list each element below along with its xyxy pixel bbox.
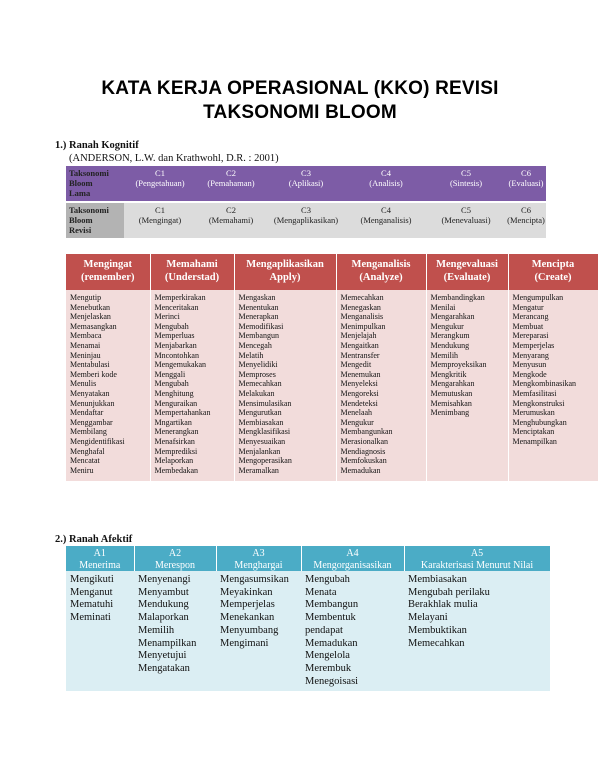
afektif-name: Merespon: [155, 559, 195, 571]
bloom-new-cell: [506, 202, 546, 238]
afektif-column-karakterisasi: [404, 571, 550, 691]
kko-column-mencipta: [508, 290, 598, 481]
verb-item: Mengubah perilaku: [408, 586, 490, 598]
verb-item: Mendaftar: [70, 408, 104, 418]
bloom-old-cell: [266, 166, 346, 202]
level-name: (Mengingat): [138, 215, 182, 225]
afektif-name: Karakterisasi Menurut Nilai: [420, 559, 534, 571]
verb-item: Menciptakan: [512, 427, 555, 437]
verb-item: Menghafal: [70, 446, 105, 456]
kko-header-line: (Understad): [164, 272, 220, 283]
verb-item: Menganut: [70, 586, 113, 598]
verb-item: Menyambut: [138, 586, 189, 598]
verb-item: Menegaskan: [340, 302, 381, 312]
afektif-column-menghargai: [216, 571, 301, 691]
verb-item: Memilih: [138, 624, 175, 636]
verb-item: Menemukan: [340, 369, 381, 379]
verb-item: Menafsirkan: [154, 436, 195, 446]
verb-item: Mentabulasi: [70, 360, 110, 370]
level-code: C5: [461, 168, 471, 178]
verb-item: Membuktikan: [408, 624, 467, 636]
verb-item: Mengatakan: [138, 662, 190, 674]
afektif-column-merespon: [134, 571, 216, 691]
level-name: (Evaluasi): [508, 178, 544, 188]
kko-header-cell: [508, 254, 598, 290]
verb-item: Memberi kode: [70, 369, 117, 379]
kko-header-line: (Evaluate): [443, 272, 491, 283]
verb-item: Membandingkan: [430, 293, 485, 302]
verb-item: Membangunkan: [340, 427, 393, 437]
citation: (ANDERSON, L.W. dan Krathwohl, D.R. : 2001): [69, 153, 279, 164]
bloom-new-cell: [124, 202, 196, 238]
verb-item: Mengasumsikan: [220, 574, 289, 585]
afektif-header-cell: [404, 546, 550, 571]
verb-item: Meramalkan: [238, 465, 279, 475]
verb-item: Menerapkan: [238, 312, 279, 322]
verb-item: Memasangkan: [70, 321, 117, 331]
verb-item: Mengidentifikasi: [70, 436, 125, 446]
afektif-header-cell: [66, 546, 134, 571]
verb-item: Mengimani: [220, 637, 269, 649]
verb-item: Menekankan: [220, 612, 275, 624]
verb-item: Mengukur: [340, 417, 374, 427]
verb-item: Memperkirakan: [154, 293, 206, 302]
verb-item: Membangun: [305, 599, 359, 611]
bloom-new-label-line: Revisi: [69, 225, 92, 235]
afektif-name: Mengorganisasikan: [313, 559, 392, 571]
verb-item: Memfasilitasi: [512, 388, 557, 398]
bloom-old-cell: [196, 166, 266, 202]
level-code: C6: [521, 168, 531, 178]
verb-item: Menceritakan: [154, 302, 199, 312]
verb-item: Mengarahkan: [430, 379, 475, 389]
verb-item: Menjalankan: [238, 446, 281, 456]
verb-item: Menentukan: [238, 302, 279, 312]
afektif-name: Menerima: [79, 559, 121, 571]
bloom-comparison-table: [66, 166, 546, 238]
verb-item: pendapat: [305, 624, 343, 636]
verb-item: Membentuk: [305, 612, 356, 624]
level-code: C1: [155, 205, 165, 215]
verb-item: Menguraikan: [154, 398, 198, 408]
bloom-old-cell: [426, 166, 506, 202]
verb-item: Menganalisis: [340, 312, 384, 322]
verb-item: Menghubungkan: [512, 417, 567, 427]
kko-header-line: Apply): [269, 272, 301, 283]
level-name: (Aplikasi): [288, 178, 324, 188]
verb-item: Menghitung: [154, 388, 194, 398]
kko-header-line: Menganalisis: [351, 259, 411, 270]
verb-item: Memisahkan: [430, 398, 472, 408]
level-name: (Mengaplikasikan): [273, 215, 339, 225]
verb-item: Melayani: [408, 612, 448, 624]
level-code: C3: [301, 168, 311, 178]
verb-item: Malaporkan: [138, 612, 189, 624]
afektif-code: A1: [93, 548, 106, 559]
verb-item: Mendukung: [430, 340, 470, 350]
verb-item: Mengutip: [70, 293, 102, 302]
verb-item: Mensimulasikan: [238, 398, 292, 408]
afektif-header-cell: [216, 546, 301, 571]
verb-item: Menampilkan: [512, 436, 557, 446]
verb-item: Mengkombinasikan: [512, 379, 577, 389]
verb-item: Menyarang: [512, 350, 549, 360]
verb-item: Membilang: [70, 427, 107, 437]
verb-item: Mengaitkan: [340, 340, 379, 350]
kko-header-line: (Analyze): [359, 272, 403, 283]
bloom-old-cell: [346, 166, 426, 202]
level-name: (Menganalisis): [360, 215, 412, 225]
verb-item: Merembuk: [305, 662, 352, 674]
verb-item: Mengoperasikan: [238, 456, 292, 466]
kko-header-row: [66, 254, 598, 290]
verb-item: Menyumbang: [220, 624, 279, 636]
afektif-column-mengorganisasikan: [301, 571, 404, 691]
verb-item: Mengedit: [340, 360, 372, 370]
verb-item: Menimpulkan: [340, 321, 386, 331]
verb-item: Menyetujui: [138, 650, 187, 662]
verb-item: Melaporkan: [154, 456, 194, 466]
level-code: C5: [461, 205, 471, 215]
kko-kognitif-table: [66, 254, 599, 481]
section-heading-afektif: 2.) Ranah Afektif: [55, 534, 133, 545]
verb-item: Mentransfer: [340, 350, 380, 360]
verb-item: Memfokuskan: [340, 456, 387, 466]
level-code: C4: [381, 205, 391, 215]
verb-item: Memecahkan: [340, 293, 384, 302]
verb-item: Memilih: [430, 350, 459, 360]
verb-item: Melakukan: [238, 388, 275, 398]
verb-item: Berakhlak mulia: [408, 599, 478, 611]
kko-header-cell: [234, 254, 336, 290]
afektif-code: A4: [346, 548, 359, 559]
bloom-new-label-line: Bloom: [69, 215, 93, 225]
bloom-new-cell: [346, 202, 426, 238]
kko-afektif-table: [66, 546, 551, 691]
verb-item: Mengkritik: [430, 369, 467, 379]
verb-item: Merangkum: [430, 331, 470, 341]
verb-item: Menamai: [70, 340, 101, 350]
bloom-new-cell: [196, 202, 266, 238]
verb-item: Mengklasifikasi: [238, 427, 291, 437]
bloom-new-label-line: Taksonomi: [69, 205, 109, 215]
verb-item: Mengoreksi: [340, 388, 379, 398]
verb-item: Menyelidiki: [238, 360, 278, 370]
verb-item: Mengelola: [305, 650, 350, 662]
kko-header-line: (Create): [534, 272, 572, 283]
level-code: C2: [226, 168, 236, 178]
verb-item: Memproyeksikan: [430, 360, 487, 370]
verb-item: Menyeleksi: [340, 379, 378, 389]
section-heading-kognitif: 1.) Ranah Kognitif: [55, 140, 139, 151]
verb-item: Melatih: [238, 350, 264, 360]
kko-column-mengevaluasi: [426, 290, 508, 481]
verb-item: Mngartikan: [154, 417, 192, 427]
verb-item: Merumuskan: [512, 408, 555, 418]
kko-header-line: Mengevaluasi: [436, 259, 498, 270]
verb-item: Menyesuaikan: [238, 436, 286, 446]
level-code: C4: [381, 168, 391, 178]
kko-header-line: Mencipta: [531, 259, 575, 270]
level-code: C6: [521, 205, 531, 215]
bloom-old-label-line: Lama: [69, 188, 91, 198]
verb-item: Meyakinkan: [220, 586, 273, 598]
verb-item: Merasionalkan: [340, 436, 389, 446]
level-name: (Analisis): [369, 178, 403, 188]
level-name: (Mencipta): [507, 215, 545, 225]
kko-column-mengaplikasikan: [234, 290, 336, 481]
verb-item: Mengkode: [512, 369, 547, 379]
bloom-new-label: [66, 202, 124, 238]
verb-item: Memecahkan: [408, 637, 465, 649]
verb-item: Memperjelas: [512, 340, 555, 350]
verb-item: Membiasakan: [408, 574, 467, 585]
verb-item: Menampilkan: [138, 637, 197, 649]
kko-header-line: (remember): [81, 272, 135, 283]
bloom-old-label: [66, 166, 124, 202]
verb-item: Mncontohkan: [154, 350, 199, 360]
verb-item: Meniru: [70, 465, 94, 475]
verb-item: Menggali: [154, 369, 186, 379]
verb-item: Membiasakan: [238, 417, 284, 427]
verb-item: Menebutkan: [70, 302, 110, 312]
verb-item: Mengurutkan: [238, 408, 282, 418]
verb-item: Membuat: [512, 321, 544, 331]
kko-header-cell: [66, 254, 150, 290]
afektif-code: A3: [252, 548, 265, 559]
verb-item: Menyenangi: [138, 574, 191, 585]
kko-body-row: [66, 290, 598, 481]
bloom-old-row: [66, 166, 546, 202]
kko-column-memahami: [150, 290, 234, 481]
level-name: (Pengetahuan): [135, 178, 185, 188]
level-code: C2: [226, 205, 236, 215]
kko-header-cell: [426, 254, 508, 290]
kko-column-mengingat: [66, 290, 150, 481]
verb-item: Menyusun: [512, 360, 547, 370]
afektif-name: Menghargai: [234, 559, 283, 571]
afektif-header-cell: [134, 546, 216, 571]
document-title-line-2: TAKSONOMI BLOOM: [203, 102, 397, 123]
verb-item: Mereparasi: [512, 331, 549, 341]
level-name: (Memahami): [208, 215, 254, 225]
bloom-old-cell: [506, 166, 546, 202]
afektif-code: A2: [168, 548, 182, 559]
verb-item: Mendeteksi: [340, 398, 378, 408]
verb-item: Memutuskan: [430, 388, 473, 398]
verb-item: Menerangkan: [154, 427, 199, 437]
kko-header-line: Mengingat: [83, 259, 132, 270]
verb-item: Mengaskan: [238, 293, 276, 302]
level-name: (Menevaluasi): [441, 215, 491, 225]
bloom-new-cell: [426, 202, 506, 238]
verb-item: Mendukung: [138, 599, 189, 611]
verb-item: Mengatur: [512, 302, 544, 312]
verb-item: Membaca: [70, 331, 102, 341]
bloom-old-label-line: Bloom: [69, 178, 93, 188]
verb-item: Mengikuti: [70, 574, 114, 585]
verb-item: Mengemukakan: [154, 360, 207, 370]
verb-item: Merinci: [154, 312, 180, 322]
verb-item: Mengumpulkan: [512, 293, 564, 302]
verb-item: Mematuhi: [70, 599, 114, 611]
verb-item: Memperluas: [154, 331, 195, 341]
kko-header-line: Mengaplikasikan: [246, 259, 324, 270]
verb-item: Menjelaskan: [70, 312, 111, 322]
verb-item: Memadukan: [340, 465, 381, 475]
verb-item: Mencatat: [70, 456, 100, 466]
verb-item: Mengkonstruksi: [512, 398, 565, 408]
bloom-new-cell: [266, 202, 346, 238]
verb-item: Memperjelas: [220, 599, 275, 611]
verb-item: Membedakan: [154, 465, 199, 475]
verb-item: Meninjau: [70, 350, 101, 360]
afektif-code: A5: [470, 548, 484, 559]
verb-item: Mengarahkan: [430, 312, 475, 322]
document-title-line-1: KATA KERJA OPERASIONAL (KKO) REVISI: [101, 78, 499, 99]
afektif-body-row: [66, 571, 550, 691]
bloom-old-cell: [124, 166, 196, 202]
kko-header-cell: [336, 254, 426, 290]
verb-item: Menimbang: [430, 408, 470, 418]
verb-item: Meminati: [70, 612, 111, 624]
verb-item: Memprediksi: [154, 446, 198, 456]
level-code: C3: [301, 205, 311, 215]
verb-item: Membangun: [238, 331, 279, 341]
kko-header-cell: [150, 254, 234, 290]
verb-item: Menunjukkan: [70, 398, 115, 408]
verb-item: Mendiagnosis: [340, 446, 386, 456]
level-name: (Pemahaman): [207, 178, 255, 188]
verb-item: Menilai: [430, 302, 456, 312]
verb-item: Memproses: [238, 369, 276, 379]
verb-item: Mengubah: [154, 321, 189, 331]
verb-item: Menjabarkan: [154, 340, 197, 350]
verb-item: Merancang: [512, 312, 549, 322]
kko-column-menganalisis: [336, 290, 426, 481]
verb-item: Mengubah: [305, 574, 350, 585]
verb-item: Menelaah: [340, 408, 373, 418]
verb-item: Menggambar: [70, 417, 113, 427]
level-name: (Sintesis): [449, 178, 483, 188]
verb-item: Menegoisasi: [305, 675, 359, 687]
afektif-header-cell: [301, 546, 404, 571]
verb-item: Memadukan: [305, 637, 358, 649]
level-code: C1: [155, 168, 165, 178]
verb-item: Menulis: [70, 379, 97, 389]
verb-item: Mengubah: [154, 379, 189, 389]
bloom-old-label-line: Taksonomi: [69, 168, 109, 178]
verb-item: Menyatakan: [70, 388, 110, 398]
verb-item: Menjelajah: [340, 331, 377, 341]
verb-item: Mempertahankan: [154, 408, 211, 418]
verb-item: Memecahkan: [238, 379, 282, 389]
kko-header-line: Memahami: [166, 259, 218, 270]
afektif-column-menerima: [66, 571, 134, 691]
verb-item: Mencegah: [238, 340, 272, 350]
verb-item: Memodifikasi: [238, 321, 284, 331]
verb-item: Mengukur: [430, 321, 464, 331]
verb-item: Menata: [305, 586, 337, 598]
bloom-new-row: [66, 202, 546, 238]
afektif-header-row: [66, 546, 550, 571]
